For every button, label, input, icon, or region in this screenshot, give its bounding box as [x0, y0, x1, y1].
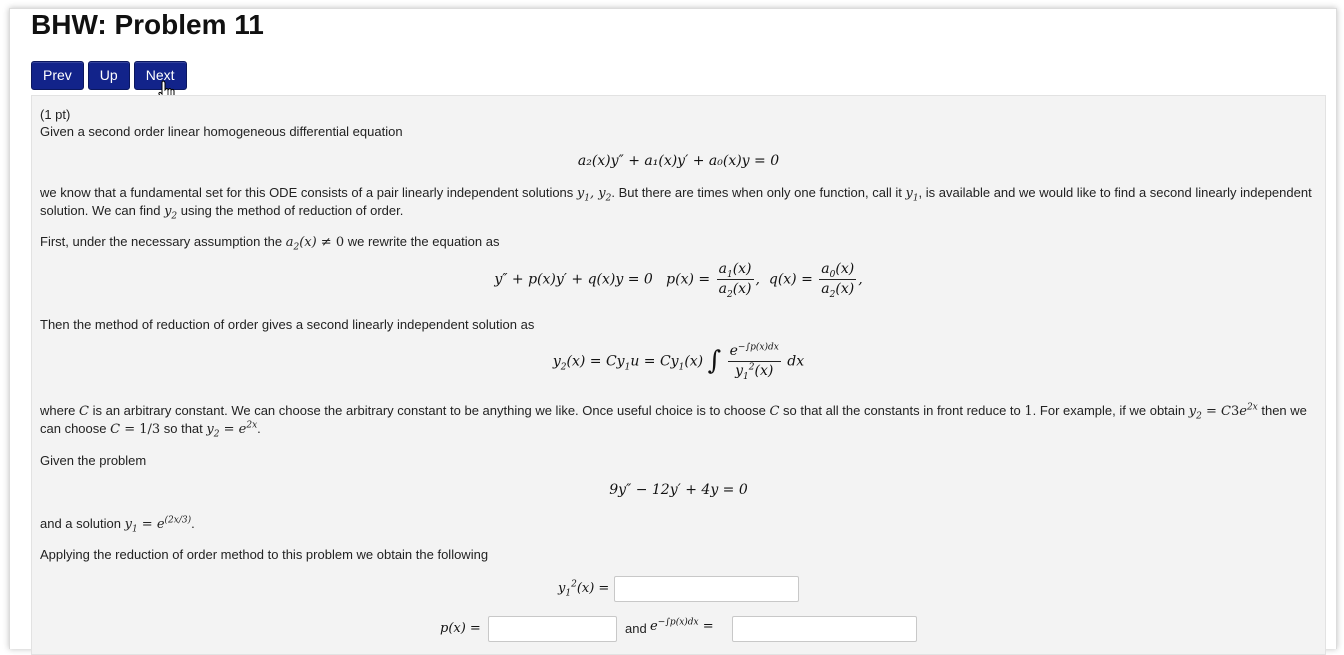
and-label: and	[625, 621, 647, 636]
exp-integral-label: $e^{-\int p(x)dx}$ =	[650, 617, 714, 634]
intro-text: Given a second order linear homogeneous differential equation	[40, 124, 403, 139]
applying-method-text: Applying the reduction of order method to this problem we obtain the following	[40, 547, 489, 562]
y1-squared-label: $y_1^2(x)$ =	[558, 579, 610, 599]
reduction-formula: $y_2(x) = Cy_1u = Cy_1(x)$ ∫ $\frac{e^{-\int p(x)dx}}{y_1^2(x)}$ dx	[552, 342, 805, 382]
paragraph-fundamental-set: we know that a fundamental set for this ODE consists of a pair linearly independent solutions $y_1$, $y_2$. But there are times when only one function, call it $y_1$, is available and we would like to find a second linearly independent solution. We can find $y_2$ using the method of reduction of order.	[40, 185, 1312, 222]
given-problem-text: Given the problem	[40, 453, 147, 468]
given-solution-text: and a solution $y_1 = e^{(2x/3)}$.	[40, 515, 195, 535]
paragraph-constant: where C is an arbitrary constant. We can choose the arbitrary constant to be anything we like. Once useful choice is to choose C so that all the constants in front reduce to 1. For example, if we obtain $y_2 = C3e^{2x}$ then we can choose C = 1/3 so that $y_2 = e^{2x}$.	[40, 402, 1307, 440]
page-title: BHW: Problem 11	[31, 9, 264, 40]
paragraph-method: Then the method of reduction of order gives a second linearly independent solution as	[40, 317, 535, 332]
problem-body	[31, 95, 1326, 655]
p-x-input[interactable]	[488, 616, 617, 642]
p-x-label: p(x) =	[440, 621, 481, 636]
standard-form-equation: y″ + p(x)y′ + q(x)y = 0 p(x) = $\frac{a_1(x)}{a_2(x)}$ , q(x) = $\frac{a_0(x)}{a_2(x)}$ ,	[494, 261, 863, 300]
points-label: (1 pt)	[40, 107, 71, 122]
next-button[interactable]: Next	[134, 61, 187, 90]
paragraph-assumption: First, under the necessary assumption the $a_2(x) \ne 0$ we rewrite the equation as	[40, 234, 500, 253]
exp-integral-input[interactable]	[732, 616, 917, 642]
general-equation: a₂(x)y″ + a₁(x)y′ + a₀(x)y = 0	[577, 153, 780, 169]
prev-button[interactable]: Prev	[31, 61, 84, 90]
y1-squared-input[interactable]	[614, 576, 799, 602]
up-button[interactable]: Up	[88, 61, 130, 90]
problem-equation: 9y″ − 12y′ + 4y = 0	[609, 482, 748, 498]
